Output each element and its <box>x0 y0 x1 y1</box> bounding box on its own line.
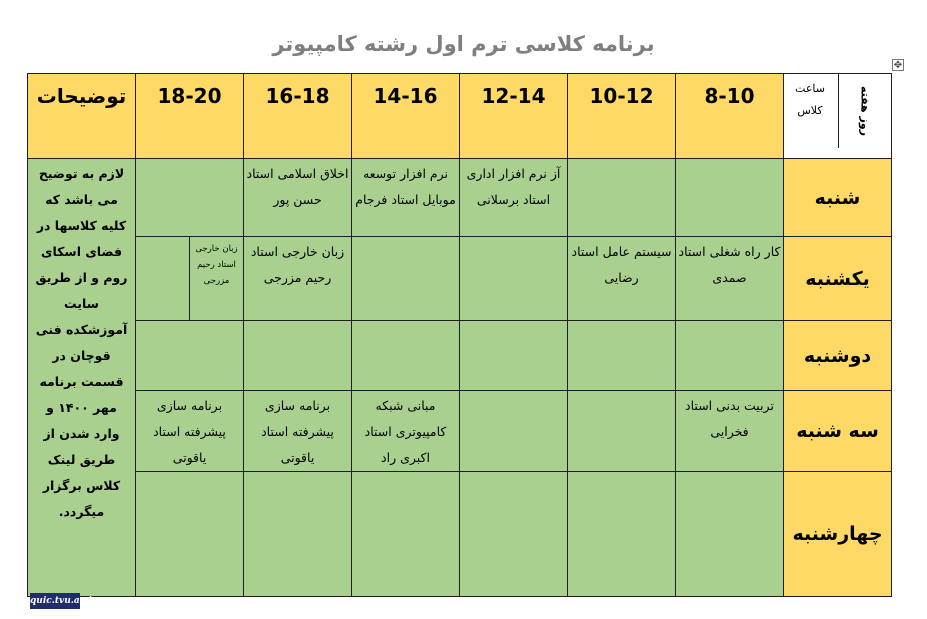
cell-sat-14-16: نرم افزار توسعه موبایل استاد فرجام <box>352 159 460 237</box>
corner-header <box>784 74 892 159</box>
schedule-table <box>27 73 892 597</box>
table-move-handle-icon[interactable]: ✥ <box>893 60 903 71</box>
cell-tue-10-12 <box>568 391 676 472</box>
cell-tue-16-18: برنامه سازی پیشرفته استاد یاقوتی <box>244 391 352 472</box>
cell-tue-14-16: مبانی شبکه کامپیوتری استاد اکبری راد <box>352 391 460 472</box>
cell-wed-8-10 <box>676 472 784 597</box>
cell-sun-16-18: زبان خارجی استاد رحیم مزرجی <box>244 237 352 321</box>
cell-sun-12-14 <box>460 237 568 321</box>
watermark-logo: quic.tvu.ac.ir <box>30 593 80 609</box>
cell-wed-14-16 <box>352 472 460 597</box>
cell-mon-14-16 <box>352 321 460 391</box>
day-saturday: شنبه <box>784 159 892 237</box>
page-title: برنامه کلاسی ترم اول رشته کامپیوتر <box>272 32 655 56</box>
day-tuesday: سه شنبه <box>784 391 892 472</box>
cell-sun-8-10: کار راه شغلی استاد صمدی <box>676 237 784 321</box>
corner-day-label: روز هفته <box>838 74 891 148</box>
time-slot-12-14: 12-14 <box>460 74 568 159</box>
cell-wed-12-14 <box>460 472 568 597</box>
cell-sun-18-20-right: زبان خارجی استاد رحیم مزرجی <box>190 237 244 321</box>
cell-sun-10-12: سیستم عامل استاد رضایی <box>568 237 676 321</box>
cell-tue-12-14 <box>460 391 568 472</box>
time-slot-18-20: 18-20 <box>136 74 244 159</box>
day-monday: دوشنبه <box>784 321 892 391</box>
time-slot-16-18: 16-18 <box>244 74 352 159</box>
cell-wed-10-12 <box>568 472 676 597</box>
cell-tue-8-10: تربیت بدنی استاد فخرایی <box>676 391 784 472</box>
cell-mon-10-12 <box>568 321 676 391</box>
notes-header: توضیحات <box>28 74 136 159</box>
cell-mon-16-18 <box>244 321 352 391</box>
cell-sat-8-10 <box>676 159 784 237</box>
cell-sun-18-20-left <box>136 237 190 321</box>
day-sunday: یکشنبه <box>784 237 892 321</box>
cell-wed-16-18 <box>244 472 352 597</box>
cell-sat-18-20 <box>136 159 244 237</box>
notes-cell: لازم به توضیح می باشد که کلیه کلاسها در فضای اسکای روم و از طریق سایت آموزشکده فنی قوچان در قسمت برنامه مهر ۱۴۰۰ و وارد شدن از طریق لینک کلاس برگزار میگردد. <box>28 159 136 597</box>
day-wednesday: چهارشنبه <box>784 472 892 597</box>
cell-sun-14-16 <box>352 237 460 321</box>
cell-tue-18-20: برنامه سازی پیشرفته استاد یاقوتی <box>136 391 244 472</box>
cell-sat-12-14: آز نرم افزار اداری استاد برسلانی <box>460 159 568 237</box>
cell-sat-10-12 <box>568 159 676 237</box>
cell-mon-8-10 <box>676 321 784 391</box>
corner-time-label: ساعت کلاس <box>795 82 825 117</box>
time-slot-10-12: 10-12 <box>568 74 676 159</box>
time-slot-14-16: 14-16 <box>352 74 460 159</box>
cell-sat-16-18: اخلاق اسلامی استاد حسن پور <box>244 159 352 237</box>
cell-wed-18-20 <box>136 472 244 597</box>
time-slot-8-10: 8-10 <box>676 74 784 159</box>
cell-mon-18-20 <box>136 321 244 391</box>
cell-mon-12-14 <box>460 321 568 391</box>
